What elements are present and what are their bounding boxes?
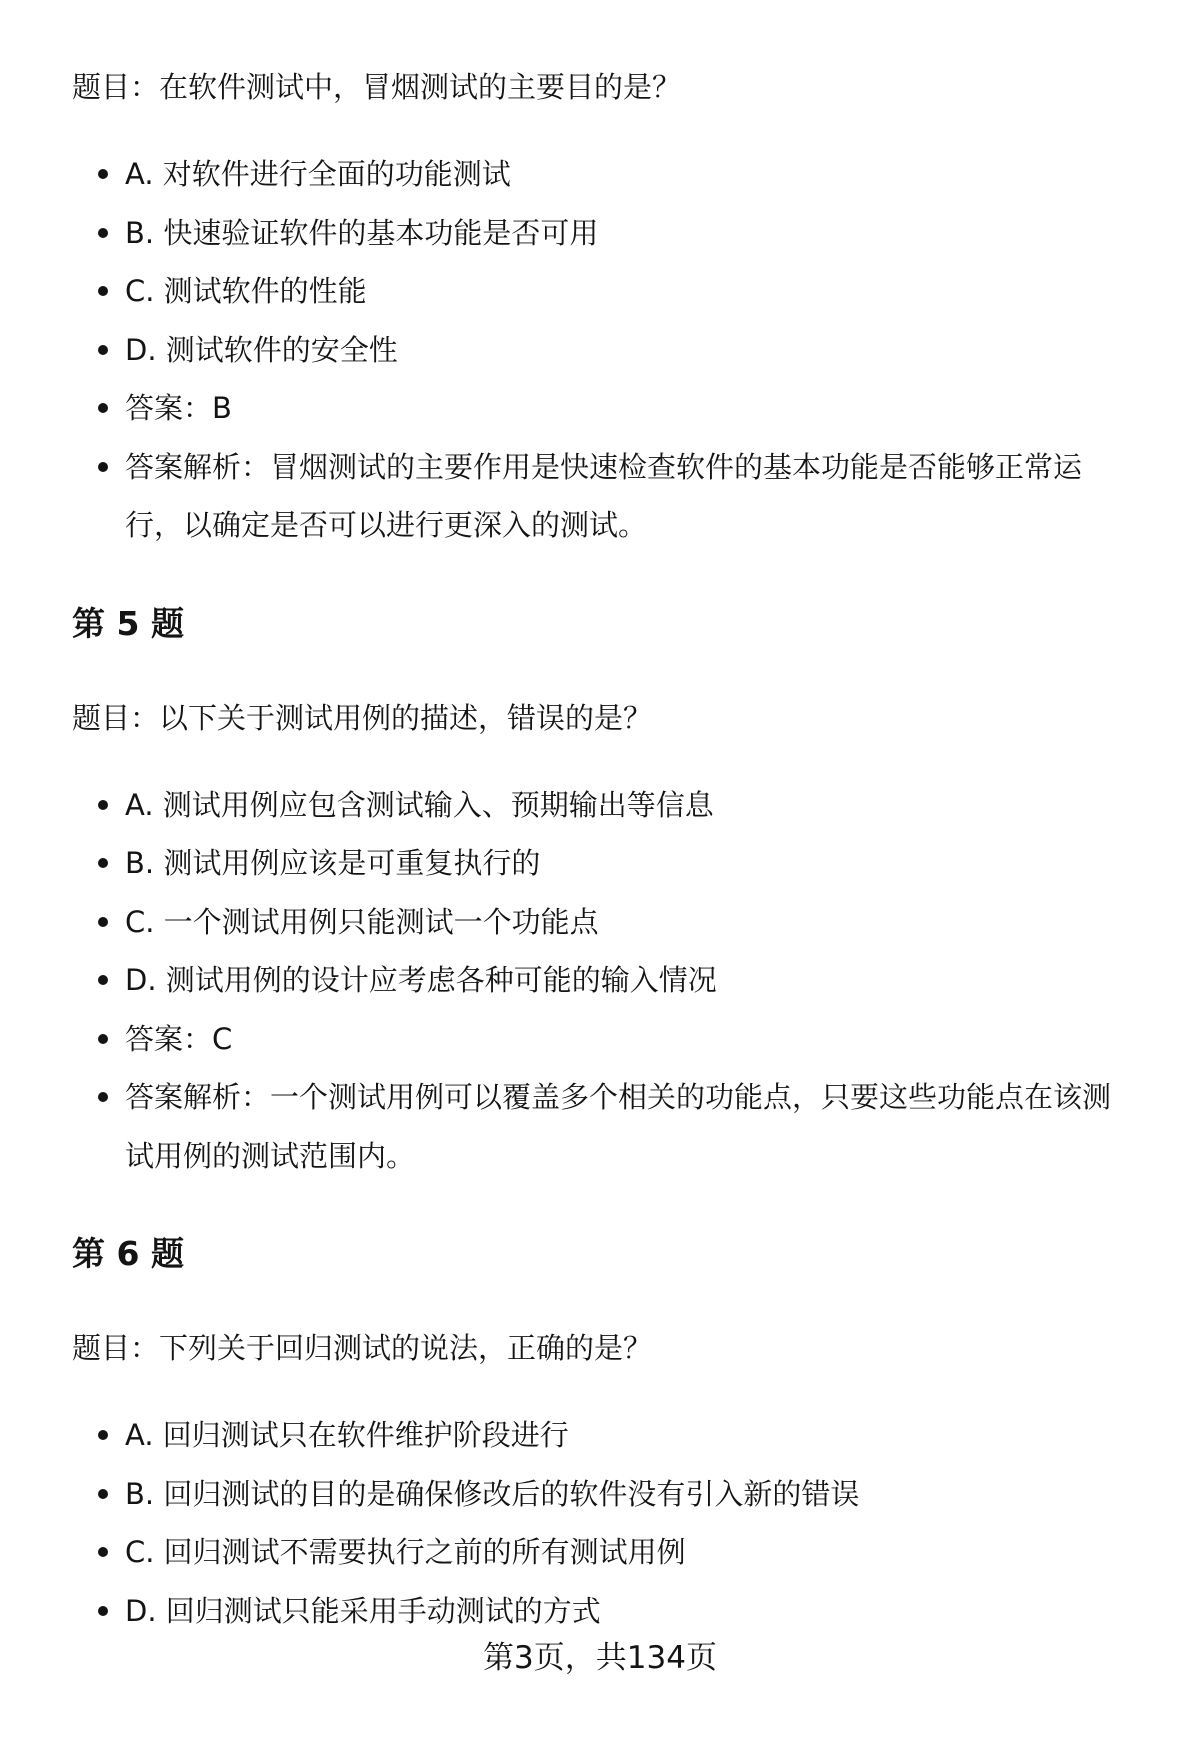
option-item: B. 测试用例应该是可重复执行的 xyxy=(72,834,1125,893)
question-block xyxy=(72,1225,1132,1640)
option-list xyxy=(72,776,1125,1186)
option-item: C. 测试软件的性能 xyxy=(72,262,1125,321)
question-stem: 题目：以下关于测试用例的描述，错误的是？ xyxy=(72,700,653,735)
option-item: D. 测试用例的设计应考虑各种可能的输入情况 xyxy=(72,951,1125,1010)
question-block xyxy=(72,58,1132,555)
option-item: A. 测试用例应包含测试输入、预期输出等信息 xyxy=(72,776,1125,835)
answer-item: 答案：B xyxy=(72,379,1125,438)
option-list xyxy=(72,1406,1125,1640)
option-item: A. 回归测试只在软件维护阶段进行 xyxy=(72,1406,1125,1465)
page-number: 第3页，共134页 xyxy=(483,1640,717,1676)
question-heading: 第 5 题 xyxy=(72,603,184,643)
option-item: D. 测试软件的安全性 xyxy=(72,321,1125,380)
option-item: A. 对软件进行全面的功能测试 xyxy=(72,145,1125,204)
question-stem: 题目：在软件测试中，冒烟测试的主要目的是？ xyxy=(72,70,682,104)
answer-explanation: 答案解析：一个测试用例可以覆盖多个相关的功能点，只要这些功能点在该测试用例的测试范围内。 xyxy=(72,1068,1125,1185)
option-list xyxy=(72,145,1125,555)
option-item: C. 一个测试用例只能测试一个功能点 xyxy=(72,893,1125,952)
option-item: B. 快速验证软件的基本功能是否可用 xyxy=(72,204,1125,263)
question-heading: 第 6 题 xyxy=(72,1234,184,1273)
option-item: D. 回归测试只能采用手动测试的方式 xyxy=(72,1582,1125,1641)
question-stem: 题目：下列关于回归测试的说法，正确的是？ xyxy=(72,1331,653,1365)
answer-explanation: 答案解析：冒烟测试的主要作用是快速检查软件的基本功能是否能够正常运行，以确定是否可以进行更深入的测试。 xyxy=(72,438,1125,555)
option-item: B. 回归测试的目的是确保修改后的软件没有引入新的错误 xyxy=(72,1465,1125,1524)
answer-item: 答案：C xyxy=(72,1010,1125,1069)
page-content xyxy=(72,58,1132,1640)
question-block xyxy=(72,595,1132,1186)
option-item: C. 回归测试不需要执行之前的所有测试用例 xyxy=(72,1523,1125,1582)
